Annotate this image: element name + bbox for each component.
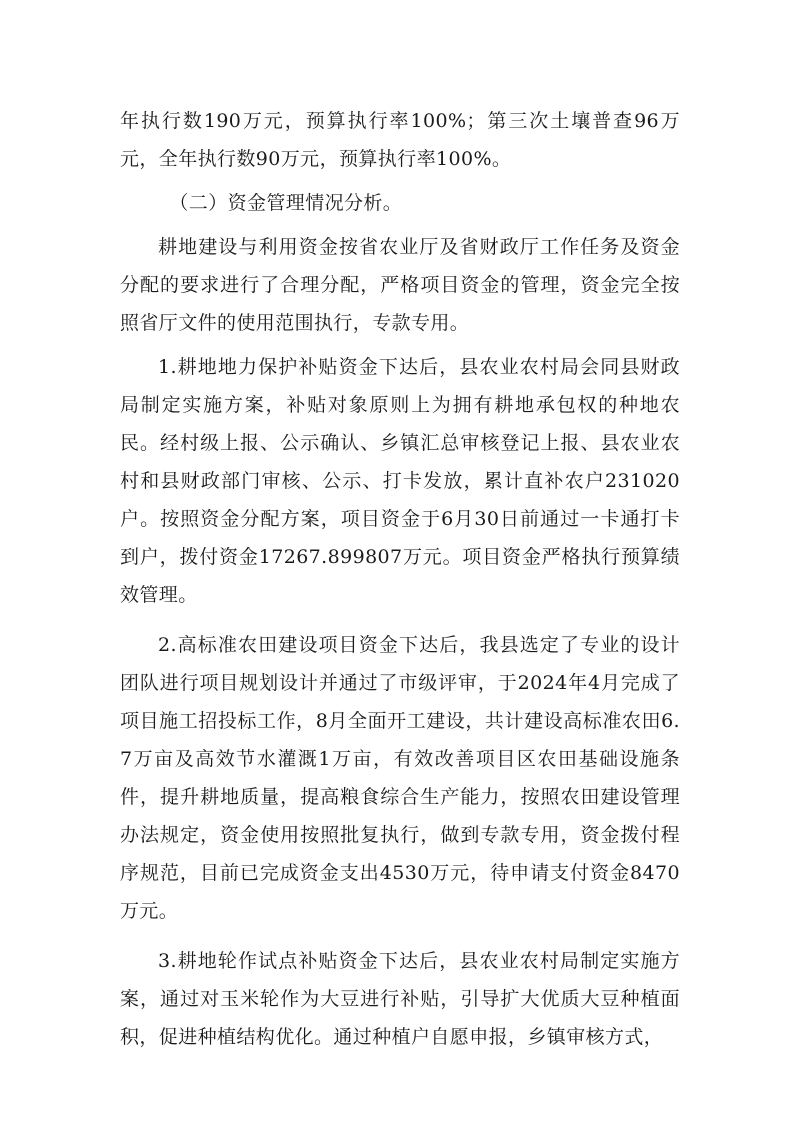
paragraph-item-1-subsidy: 1.耕地地力保护补贴资金下达后，县农业农村局会同县财政局制定实施方案，补贴对象原则上为拥有耕地承包权的种地农民。经村级上报、公示确认、乡镇汇总审核登记上报、县农业农村和县财政部门审核、公示、打卡发放，累计直补农户231020户。按照资金分配方案，项目资金于6月30日前通过一卡通打卡到户，拨付资金17267.899807万元。项目资金严格执行预算绩效管理。 [120,356,680,606]
paragraph-item-2-farmland: 2.高标准农田建设项目资金下达后，我县选定了专业的设计团队进行项目规划设计并通过了市级评审，于2024年4月完成了项目施工招投标工作，8月全面开工建设，共计建设高标准农田6.7万亩及高效节水灌溉1万亩，有效改善项目区农田基础设施条件，提升耕地质量，提高粮食综合生产能力，按照农田建设管理办法规定，资金使用按照批复执行，做到专款专用，资金拨付程序规范，目前已完成资金支出4530万元，待申请支付资金8470万元。 [120,634,680,922]
paragraph-item-3-rotation: 3.耕地轮作试点补贴资金下达后，县农业农村局制定实施方案，通过对玉米轮作为大豆进行补贴，引导扩大优质大豆种植面积，促进种植结构优化。通过种植户自愿申报，乡镇审核方式， [120,950,680,1048]
paragraph-budget-continuation: 年执行数190万元，预算执行率100%；第三次土壤普查96万元，全年执行数90万元，预算执行率100%。 [120,110,680,170]
document-body [120,102,680,1056]
section-heading-fund-management: （二）资金管理情况分析。 [169,192,403,214]
paragraph-fund-allocation: 耕地建设与利用资金按省农业厅及省财政厅工作任务及资金分配的要求进行了合理分配，严格项目资金的管理，资金完全按照省厅文件的使用范围执行，专款专用。 [120,236,680,334]
